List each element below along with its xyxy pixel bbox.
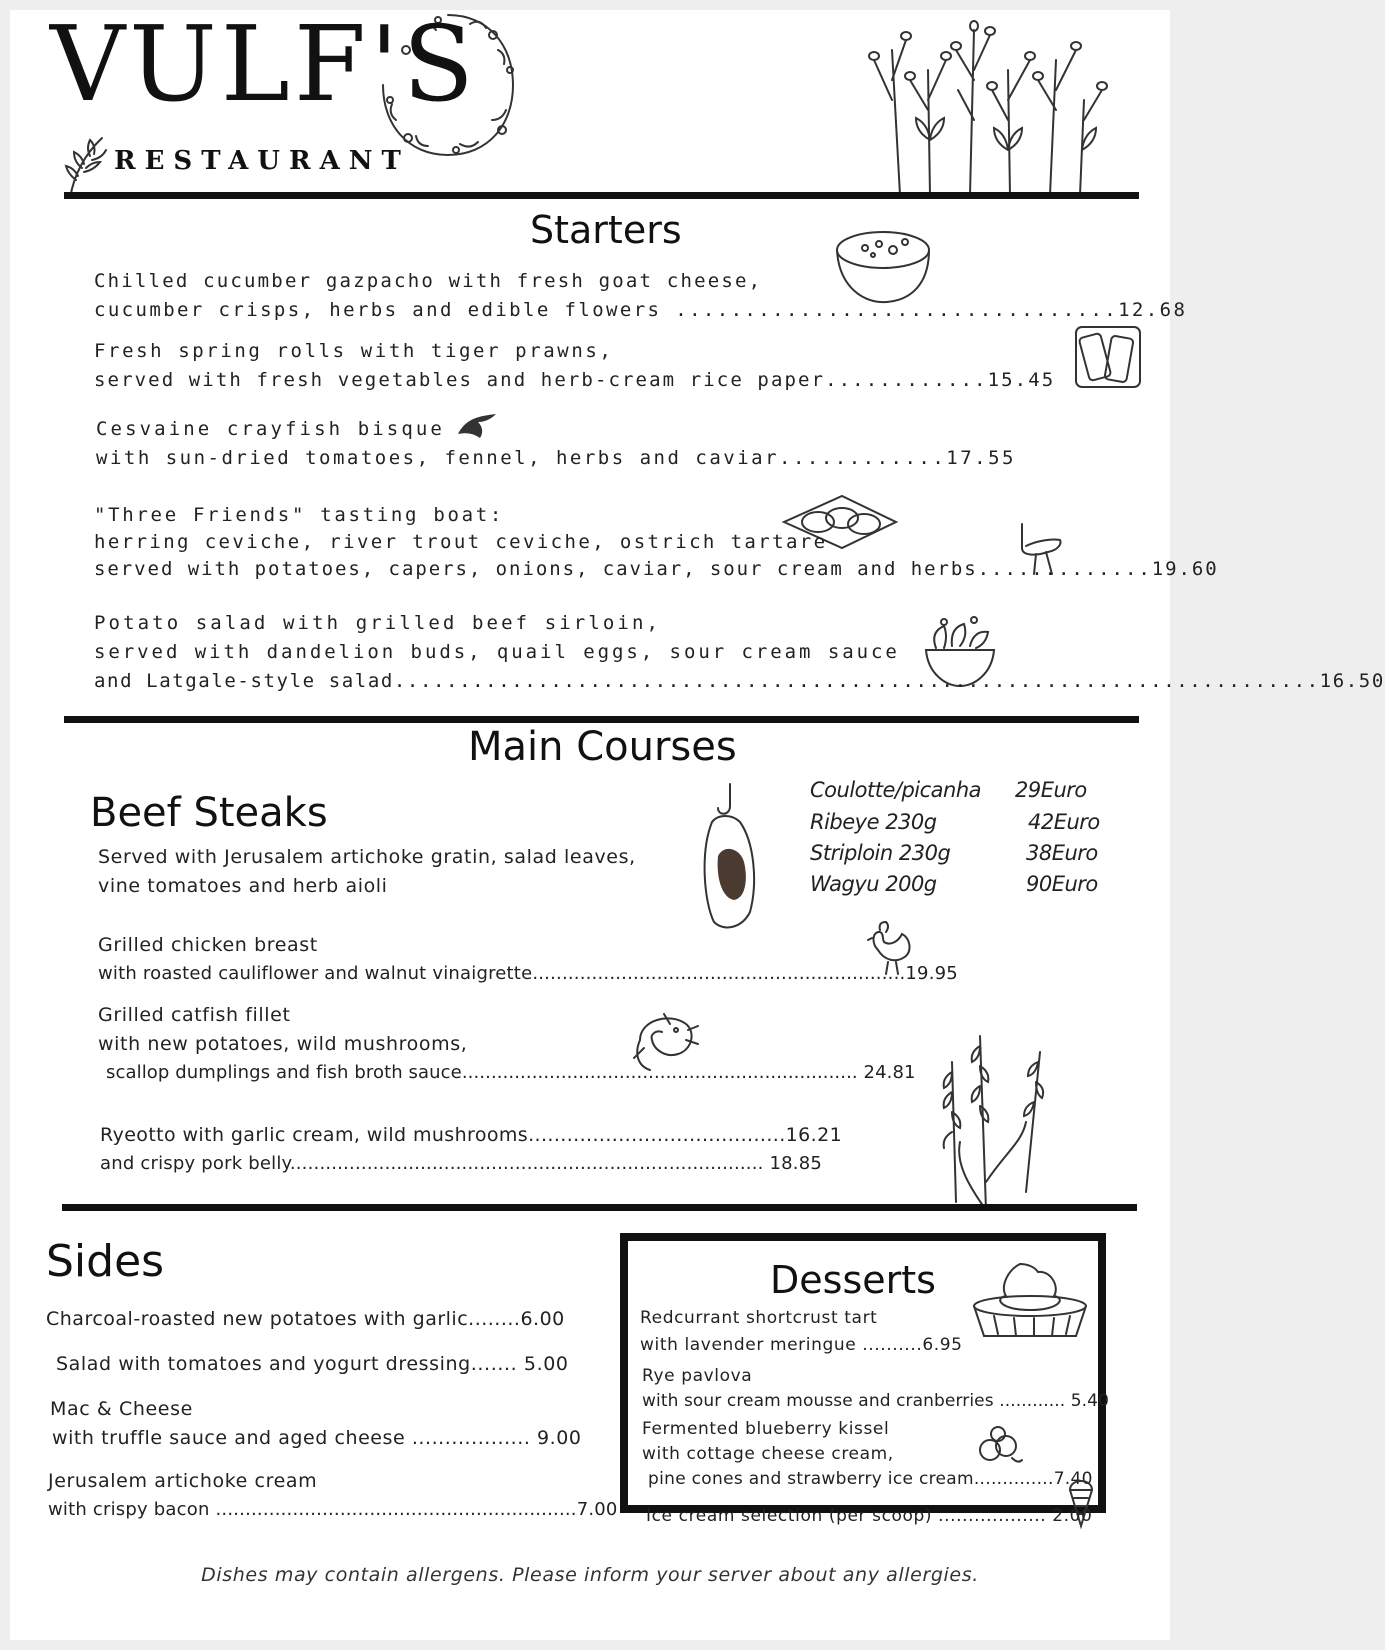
side-4-line2: with crispy bacon .............................................................7.00 xyxy=(48,1499,618,1520)
starter-3-line1: Cesvaine crayfish bisque xyxy=(96,418,445,440)
side-4-line1: Jerusalem artichoke cream xyxy=(48,1470,318,1492)
starters-divider xyxy=(64,716,1139,723)
steak-2-price: 42Euro xyxy=(1028,810,1100,834)
side-3-line1: Mac & Cheese xyxy=(50,1398,193,1420)
steak-2-name: Ribeye 230g xyxy=(810,810,937,834)
main-2-line3: scallop dumplings and fish broth sauce.................................................................... 24.81 xyxy=(106,1062,916,1083)
dessert-2-line1: Rye pavlova xyxy=(642,1366,753,1386)
dessert-3-line3: pine cones and strawberry ice cream..............7.40 xyxy=(648,1469,1093,1489)
soup-bowl-icon xyxy=(835,228,935,306)
starter-5-line2: served with dandelion buds, quail eggs, sour cream sauce xyxy=(94,641,900,663)
main-2-line2: with new potatoes, wild mushrooms, xyxy=(98,1033,468,1055)
main-1-line1: Grilled chicken breast xyxy=(98,934,318,956)
trees-icon xyxy=(870,10,1120,200)
dessert-2-line2: with sour cream mousse and cranberries ............ 5.40 xyxy=(642,1391,1109,1411)
starter-4-line1: "Three Friends" tasting boat: xyxy=(94,504,505,526)
steak-4-price: 90Euro xyxy=(1026,872,1098,896)
steak-3-name: Striploin 230g xyxy=(810,841,951,865)
dessert-1-line1: Redcurrant shortcrust tart xyxy=(640,1308,878,1328)
blueberries-icon xyxy=(974,1424,1024,1468)
starter-5-line3: and Latgale-style salad.......................................................................16.50 xyxy=(94,670,1385,692)
steak-1-name: Coulotte/picanha xyxy=(810,778,982,802)
beef-desc-line2: vine tomatoes and herb aioli xyxy=(98,875,388,897)
starter-1-line1: Chilled cucumber gazpacho with fresh goat cheese, xyxy=(94,270,763,292)
crayfish-icon xyxy=(456,410,500,440)
beef-steaks-title: Beef Steaks xyxy=(90,790,328,836)
starter-2-line1: Fresh spring rolls with tiger prawns, xyxy=(94,340,614,362)
main-1-line2: with roasted cauliflower and walnut vinaigrette...............................................................19.95 xyxy=(98,963,958,984)
dessert-1-line2: with lavender meringue ..........6.95 xyxy=(640,1335,963,1355)
dessert-3-line2: with cottage cheese cream, xyxy=(642,1444,894,1464)
logo-subtitle: RESTAURANT xyxy=(114,146,410,176)
header-divider xyxy=(64,192,1139,199)
beef-desc-line1: Served with Jerusalem artichoke gratin, salad leaves, xyxy=(98,846,636,868)
desserts-title: Desserts xyxy=(770,1258,936,1302)
starter-5-line1: Potato salad with grilled beef sirloin, xyxy=(94,612,662,634)
tart-icon xyxy=(970,1260,1090,1342)
starter-4-line2: herring ceviche, river trout ceviche, ostrich tartare xyxy=(94,531,828,553)
allergen-note: Dishes may contain allergens. Please inform your server about any allergies. xyxy=(201,1564,979,1586)
main-3-line2: and crispy pork belly................................................................................ 18.85 xyxy=(100,1153,823,1174)
starters-title: Starters xyxy=(530,208,682,252)
steak-1-price: 29Euro xyxy=(1015,778,1087,802)
spring-rolls-icon xyxy=(1074,325,1144,391)
main-3-line1: Ryeotto with garlic cream, wild mushrooms........................................16.21 xyxy=(100,1124,843,1146)
herb-sprig-icon xyxy=(62,130,112,200)
starter-3-line2: with sun-dried tomatoes, fennel, herbs and caviar............17.55 xyxy=(96,447,1016,469)
side-3-line2: with truffle sauce and aged cheese .................. 9.00 xyxy=(52,1427,582,1449)
starter-1-line2: cucumber crisps, herbs and edible flowers ................................12.68 xyxy=(94,299,1188,321)
logo-title: VULF'S xyxy=(50,3,478,125)
dessert-4-line1: Ice cream selection (per scoop) .................. 2.00 xyxy=(646,1506,1093,1526)
menu-page xyxy=(10,3,1385,1640)
steak-4-name: Wagyu 200g xyxy=(810,872,937,896)
wheat-icon xyxy=(926,1032,1066,1212)
steak-3-price: 38Euro xyxy=(1026,841,1098,865)
mains-divider xyxy=(62,1204,1137,1211)
sides-title: Sides xyxy=(46,1236,165,1287)
starter-2-line2: served with fresh vegetables and herb-cream rice paper............15.45 xyxy=(94,369,1056,391)
steak-on-hook-icon xyxy=(700,782,760,932)
side-2-line1: Salad with tomatoes and yogurt dressing....... 5.00 xyxy=(56,1353,569,1375)
dessert-3-line1: Fermented blueberry kissel xyxy=(642,1419,890,1439)
main-courses-title: Main Courses xyxy=(468,724,737,770)
starter-4-line3: served with potatoes, capers, onions, caviar, sour cream and herbs.............19.60 xyxy=(94,558,1219,580)
side-1-line1: Charcoal-roasted new potatoes with garlic........6.00 xyxy=(46,1308,565,1330)
main-2-line1: Grilled catfish fillet xyxy=(98,1004,291,1026)
